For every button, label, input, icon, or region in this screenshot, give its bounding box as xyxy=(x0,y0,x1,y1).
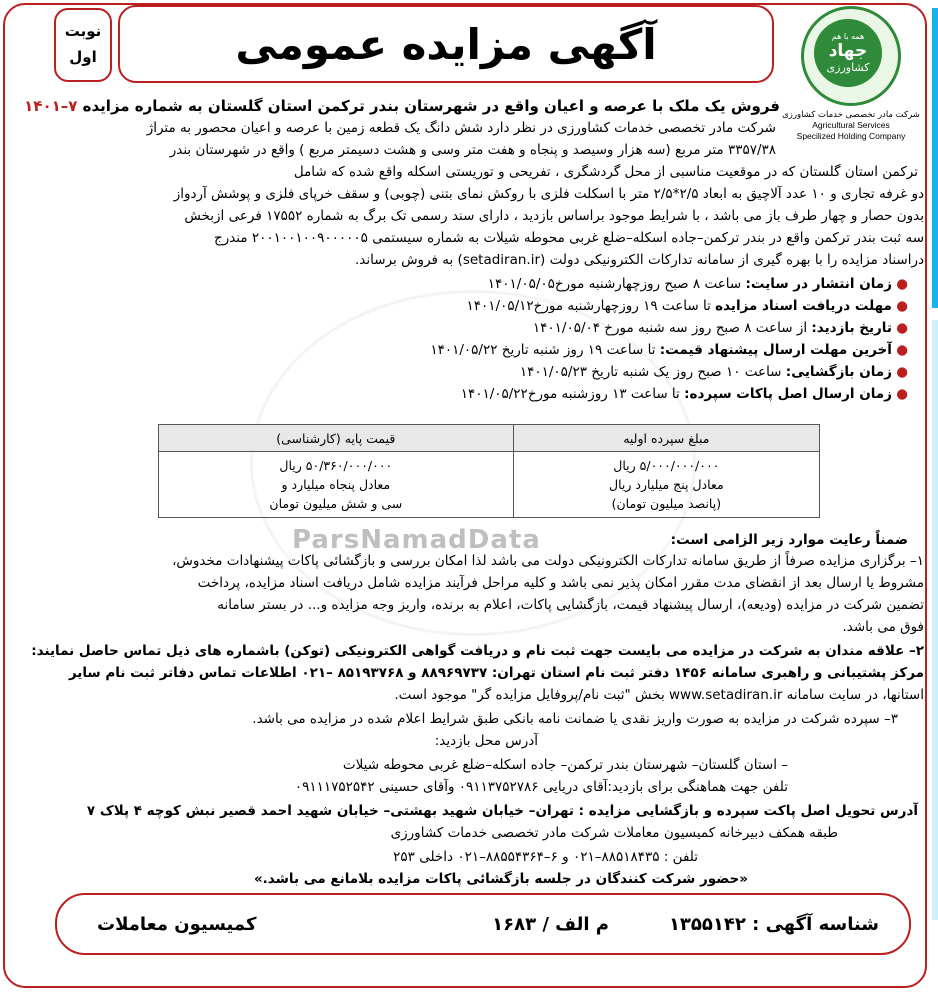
page-title: آگهی مزایده عمومی xyxy=(235,19,657,69)
company-logo xyxy=(776,4,926,152)
visit-address: – استان گلستان– شهرستان بندر ترکمن– جاده اسکله–ضلع غربی محوطه شیلات xyxy=(342,757,788,773)
deposit-cell: ۵/۰۰۰/۰۰۰/۰۰۰ ریال معادل پنج میلیارد ریال (پانصد میلیون تومان) xyxy=(513,452,819,518)
emblem-main: جهاد xyxy=(828,41,868,61)
schedule-item: ● آخرین مهلت ارسال پیشنهاد قیمت: تا ساعت ۱۹ روز شنبه تاریخ ۱۴۰۱/۰۵/۲۲ xyxy=(430,342,908,358)
notes-intro: ضمناً رعایت موارد زیر الزامی است: xyxy=(670,532,908,548)
heading-text: فروش یک ملک با عرصه و اعیان واقع در شهرستان بندر ترکمن استان گلستان به شماره مزایده xyxy=(82,97,780,115)
watermark: ParsNamadData xyxy=(292,525,541,555)
note2-line: استانها، در سایت سامانه www.setadiran.ir بخش "ثبت نام/پروفایل مزایده گر" موجود است. xyxy=(394,687,924,703)
body-line: بدون حصار و چهار طرف باز می باشد ، با شرایط موجود براساس بازدید ، دارای سند رسمی تک برگ به شماره ۱۷۵۵۲ فرعی ازبخش xyxy=(184,208,924,224)
emblem-sub: کشاورزی xyxy=(826,61,870,74)
round-value: اول xyxy=(69,48,97,66)
auction-heading xyxy=(24,97,780,115)
body-line: دو غرفه تجاری و ۱۰ عدد آلاچیق به ابعاد ۲/۵*۲/۵ متر با اسکلت فلزی با روکش نمای بتنی (چوبی) و سقف خرپای فلزی و پوشش آردواز xyxy=(173,186,924,202)
body-line: ترکمن استان گلستان که در موقعیت مناسبی از محل گردشگری ، تفریحی و توریستی اسکله واقع شده که شامل xyxy=(293,164,918,180)
note1-line: مشروط یا ارسال بعد از انقضای مدت مقرر امکان پذیر نمی باشد و کلیه مراحل فرآیند مزایده شامل دریافت اسناد مزایده، پرداخت xyxy=(197,575,924,591)
schedule-item: ● مهلت دریافت اسناد مزایده تا ساعت ۱۹ روزچهارشنبه مورخ۱۴۰۱/۰۵/۱۲ xyxy=(466,298,908,314)
body-line: دراسناد مزایده را با بهره گیری از سامانه تدارکات الکترونیکی دولت (setadiran.ir) به فروش برساند. xyxy=(355,252,924,268)
schedule-item: ● زمان بازگشایی: ساعت ۱۰ صبح روز یک شنبه تاریخ ۱۴۰۱/۰۵/۲۳ xyxy=(519,364,908,380)
delivery-line: طبقه همکف دبیرخانه کمیسیون معاملات شرکت مادر تخصصی خدمات کشاورزی xyxy=(390,825,838,841)
delivery-phone: تلفن : ۸۸۵۱۸۴۳۵–۰۲۱ و ۶–۸۸۵۵۴۳۶۴–۰۲۱ داخلی ۲۵۳ xyxy=(393,849,698,865)
note2-line: ۲– علاقه مندان به شرکت در مزایده می بایست جهت ثبت نام و دریافت گواهی الکترونیکی (توکن) باشماره های ذیل تماس حاصل نمایند: xyxy=(31,643,924,659)
note1-line: تضمین شرکت در مزایده (ودیعه)، ارسال پیشنهاد قیمت، بازگشایی پاکات، اعلام به برنده، واریز وجه مزایده و... در بستر سامانه xyxy=(217,597,924,613)
committee-name: کمیسیون معاملات xyxy=(97,913,257,935)
base-price-cell: ۵۰/۳۶۰/۰۰۰/۰۰۰ ریال معادل پنجاه میلیارد و سی و شش میلیون تومان xyxy=(159,452,514,518)
body-line: ۳۳۵۷/۳۸ متر مربع (سه هزار وسیصد و پنجاه و هفت متر وسی و هشت دسیمتر مربع ) واقع در شهرستان بندر xyxy=(169,142,776,158)
company-name-fa: شرکت مادر تخصصی خدمات کشاورزی xyxy=(782,110,920,120)
delivery-line: آدرس تحویل اصل پاکت سپرده و بازگشایی مزایده : تهران– خیابان شهید بهشتی– خیابان شهید احمد قصیر نبش کوچه ۴ پلاک ۷ xyxy=(86,803,918,819)
deposit-header: مبلغ سپرده اولیه xyxy=(513,425,819,452)
company-name-en-1: Agricultural Services xyxy=(812,120,890,130)
right-edge-strip xyxy=(930,0,938,995)
body-line: سه ثبت بندر ترکمن واقع در بندر ترکمن–جاده اسکله–ضلع غربی محوطه شیلات به شماره سیستمی ۲۰۰۱۰۰۱۰۰۹۰۰۰۰۰۵ مندرج xyxy=(213,230,924,246)
footer-box xyxy=(55,893,911,955)
base-price-header: قیمت پایه (کارشناسی) xyxy=(159,425,514,452)
visit-phone: تلفن جهت هماهنگی برای بازدید:آقای دریایی ۰۹۱۱۳۷۵۲۷۸۶ وآقای حسینی ۰۹۱۱۱۷۵۲۵۴۲ xyxy=(294,779,788,795)
auction-number: ۷–۱۴۰۱ xyxy=(24,97,78,115)
schedule-item: ● زمان ارسال اصل پاکات سپرده: تا ساعت ۱۳ روزشنبه مورخ۱۴۰۱/۰۵/۲۲ xyxy=(460,386,908,402)
round-label: نوبت xyxy=(64,22,102,40)
note1-line: فوق می باشد. xyxy=(842,619,924,635)
note3-line: ۳– سپرده شرکت در مزایده به صورت واریز نقدی یا ضمانت نامه بانکی طبق شرایط اعلام شده در مزایده می باشد. xyxy=(252,711,898,727)
emblem-top: همه با هم xyxy=(831,32,865,41)
note2-line: مرکز پشتیبانی و راهبری سامانه ۱۴۵۶ دفتر ثبت نام استان تهران: ۸۸۹۶۹۷۳۷ و ۸۵۱۹۳۷۶۸ –۰۲۱ اطلاعات تماس دفاتر ثبت نام سایر xyxy=(68,665,924,681)
schedule-item: ● تاریخ بازدید: از ساعت ۸ صبح روز سه شنبه مورخ ۱۴۰۱/۰۵/۰۴ xyxy=(532,320,908,336)
price-table xyxy=(158,424,820,518)
notice-id: شناسه آگهی : ۱۳۵۵۱۴۲ xyxy=(668,913,879,935)
body-line: شرکت مادر تخصصی خدمات کشاورزی در نظر دارد شش دانگ یک قطعه زمین با عرصه و اعیان محصور به متراژ xyxy=(146,120,776,136)
round-badge xyxy=(54,8,112,82)
visit-title: آدرس محل بازدید: xyxy=(434,733,538,749)
jihad-emblem-icon xyxy=(801,6,901,106)
title-box xyxy=(118,5,774,83)
closing-note: «حضور شرکت کنندگان در جلسه بازگشائی پاکات مزایده بلامانع می باشد.» xyxy=(253,871,748,887)
note1-line: ۱– برگزاری مزایده صرفاً از طریق سامانه تدارکات الکترونیکی دولت می باشد لذا امکان بررسی و بازگشائی پاکات پیشنهادات مخدوش، xyxy=(172,553,924,569)
notice-code: م الف / ۱۶۸۳ xyxy=(492,913,609,935)
schedule-item: ● زمان انتشار در سایت: ساعت ۸ صبح روزچهارشنبه مورخ۱۴۰۱/۰۵/۰۵ xyxy=(487,276,908,292)
company-name-en-2: Specilized Holding Company xyxy=(796,131,906,141)
